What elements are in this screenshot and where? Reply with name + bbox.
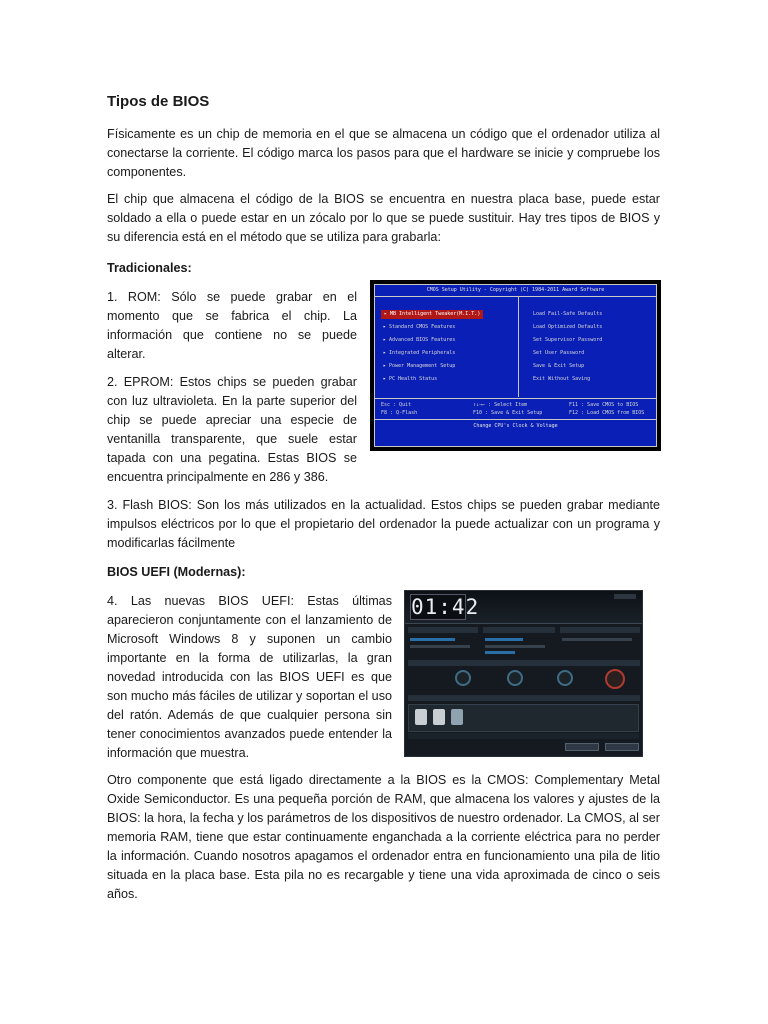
key-select: ↑↓→← : Select Item xyxy=(473,402,528,408)
bios-item-save-exit: Save & Exit Setup xyxy=(533,363,585,369)
uefi-gauge xyxy=(507,670,523,686)
bios-item-advanced xyxy=(383,336,455,345)
disk-drive-icon xyxy=(415,709,427,725)
bios-item-label: PC Health Status xyxy=(389,376,438,382)
paragraph-flash: 3. Flash BIOS: Son los más utilizados en la actualidad. Estos chips se pueden grabar mediante impulsos eléctricos por lo que el propietario del ordenador la puede actualizar con un programa y modificarlas fácilmente xyxy=(107,498,660,550)
bios-item-mit xyxy=(381,310,483,319)
bios-item-supervisor: Set Supervisor Password xyxy=(533,337,603,343)
paragraph-cmos: Otro componente que está ligado directamente a la BIOS es la CMOS: Complementary Metal Oxide Semiconductor. Es una pequeña porción de RAM, que almacena los valores y ajustes de la BIOS: la hora, la fecha y los parámetros de los dispositivos de nuestro ordenador. La CMOS, al ser memoria RAM, tiene que estar continuamente enganchada a la corriente eléctrica para no perder la información. Cuando nosotros apagamos el ordenador entra en funcionamiento una pila de litio situada en la placa base. Esta pila no es recargable y tiene una vida aproximada de cinco o seis años. xyxy=(107,773,660,901)
uefi-performance-header xyxy=(408,660,640,666)
paragraph-definition: Físicamente es un chip de memoria en el que se almacena un código que el ordenador utiliza al conectarse la corriente. El código marca los pasos para que el hardware se inicie y compruebe los componentes. xyxy=(107,127,660,179)
uefi-boot-priority-header xyxy=(408,695,640,701)
uefi-temp-bar xyxy=(410,645,470,648)
uefi-clock: 01:42 xyxy=(411,595,480,619)
bios-item-integrated xyxy=(383,349,455,358)
triangle-right-icon: ▸ xyxy=(383,363,387,369)
bios-item-standard-cmos xyxy=(383,323,455,332)
optical-drive-icon xyxy=(451,709,463,725)
uefi-voltage-bar xyxy=(485,638,523,641)
key-f11: F11 : Save CMOS to BIOS xyxy=(569,402,639,408)
paragraph-chip-location: El chip que almacena el código de la BIOS se encuentra en nuestra placa base, puede estar soldado a ella o puede estar en un zócalo por lo que se puede sustituir. Hay tres tipos de BIOS y su diferencia está en el método que se utiliza para grabarla: xyxy=(107,192,660,244)
key-f12: F12 : Load CMOS from BIOS xyxy=(569,410,645,416)
bios-item-optimized: Load Optimized Defaults xyxy=(533,324,603,330)
bios-item-label: MB Intelligent Tweaker(M.I.T.) xyxy=(390,311,481,317)
bios-item-label: Advanced BIOS Features xyxy=(389,337,456,343)
uefi-temp-bar xyxy=(410,638,455,641)
heading-tradicionales: Tradicionales: xyxy=(107,261,192,275)
bios-item-exit-no-save: Exit Without Saving xyxy=(533,376,591,382)
key-esc: Esc : Quit xyxy=(381,402,412,408)
paragraph-eprom: 2. EPROM: Estos chips se pueden grabar con luz ultravioleta. En la parte superior del chip se puede apreciar una especie de ventanilla transparente, que suele estar tapada con una pegatina. Estas BIOS se encuentra principalmente en 286 y 386. xyxy=(107,375,357,484)
uefi-gauge xyxy=(455,670,471,686)
triangle-right-icon: ▸ xyxy=(383,350,387,356)
triangle-right-icon: ▸ xyxy=(383,376,387,382)
uefi-fan-bar xyxy=(562,638,632,641)
bios-screen xyxy=(374,284,657,447)
uefi-temperature-header xyxy=(408,627,478,633)
uefi-performance-gauge xyxy=(605,669,625,689)
bios-left-menu xyxy=(375,297,519,397)
bios-header: CMOS Setup Utility - Copyright (C) 1984-2011 Award Software xyxy=(375,285,656,297)
bios-item-label: Integrated Peripherals xyxy=(389,350,456,356)
bios-item-fail-safe: Load Fail-Safe Defaults xyxy=(533,311,603,317)
bios-item-power xyxy=(383,362,455,371)
bios-menu-columns xyxy=(375,297,656,397)
uefi-button xyxy=(605,743,639,751)
uefi-help-bar xyxy=(408,733,639,739)
uefi-voltage-bar xyxy=(485,645,545,648)
uefi-language-select xyxy=(614,594,636,599)
uefi-voltage-header xyxy=(483,627,555,633)
bios-item-label: Standard CMOS Features xyxy=(389,324,456,330)
bios-setup-screenshot xyxy=(370,280,661,451)
triangle-right-icon: ▸ xyxy=(383,324,387,330)
uefi-voltage-bar xyxy=(485,651,515,654)
page-title: Tipos de BIOS xyxy=(107,93,210,110)
key-f10: F10 : Save & Exit Setup xyxy=(473,410,543,416)
triangle-right-icon: ▸ xyxy=(383,337,387,343)
uefi-top-bar xyxy=(405,591,642,624)
bios-footer: Change CPU's Clock & Voltage xyxy=(473,423,558,429)
bios-key-legend xyxy=(375,398,656,420)
key-f8: F8 : Q-Flash xyxy=(381,410,418,416)
uefi-bios-screenshot xyxy=(404,590,643,757)
bios-item-user-password: Set User Password xyxy=(533,350,585,356)
uefi-gauge xyxy=(557,670,573,686)
bios-right-menu xyxy=(519,297,656,397)
heading-uefi: BIOS UEFI (Modernas): xyxy=(107,565,246,579)
uefi-button xyxy=(565,743,599,751)
bios-item-health xyxy=(383,375,437,384)
paragraph-rom: 1. ROM: Sólo se puede grabar en el momento que se fabrica el chip. La información que contiene no se puede alterar. xyxy=(107,290,357,361)
triangle-right-icon: ▸ xyxy=(384,311,388,317)
bios-item-label: Power Management Setup xyxy=(389,363,456,369)
uefi-fan-header xyxy=(560,627,640,633)
paragraph-uefi: 4. Las nuevas BIOS UEFI: Estas últimas aparecieron conjuntamente con el lanzamiento de Microsoft Windows 8 y suponen un cambio importante en la forma de utilizarlas, la gran novedad introducida con las BIOS UEFI es que son mucho más fáciles de utilizar y soportan el uso del ratón. Además de que cualquier persona sin tener conocimientos avanzados puede entender la información que muestra. xyxy=(107,594,392,760)
disk-drive-icon xyxy=(433,709,445,725)
